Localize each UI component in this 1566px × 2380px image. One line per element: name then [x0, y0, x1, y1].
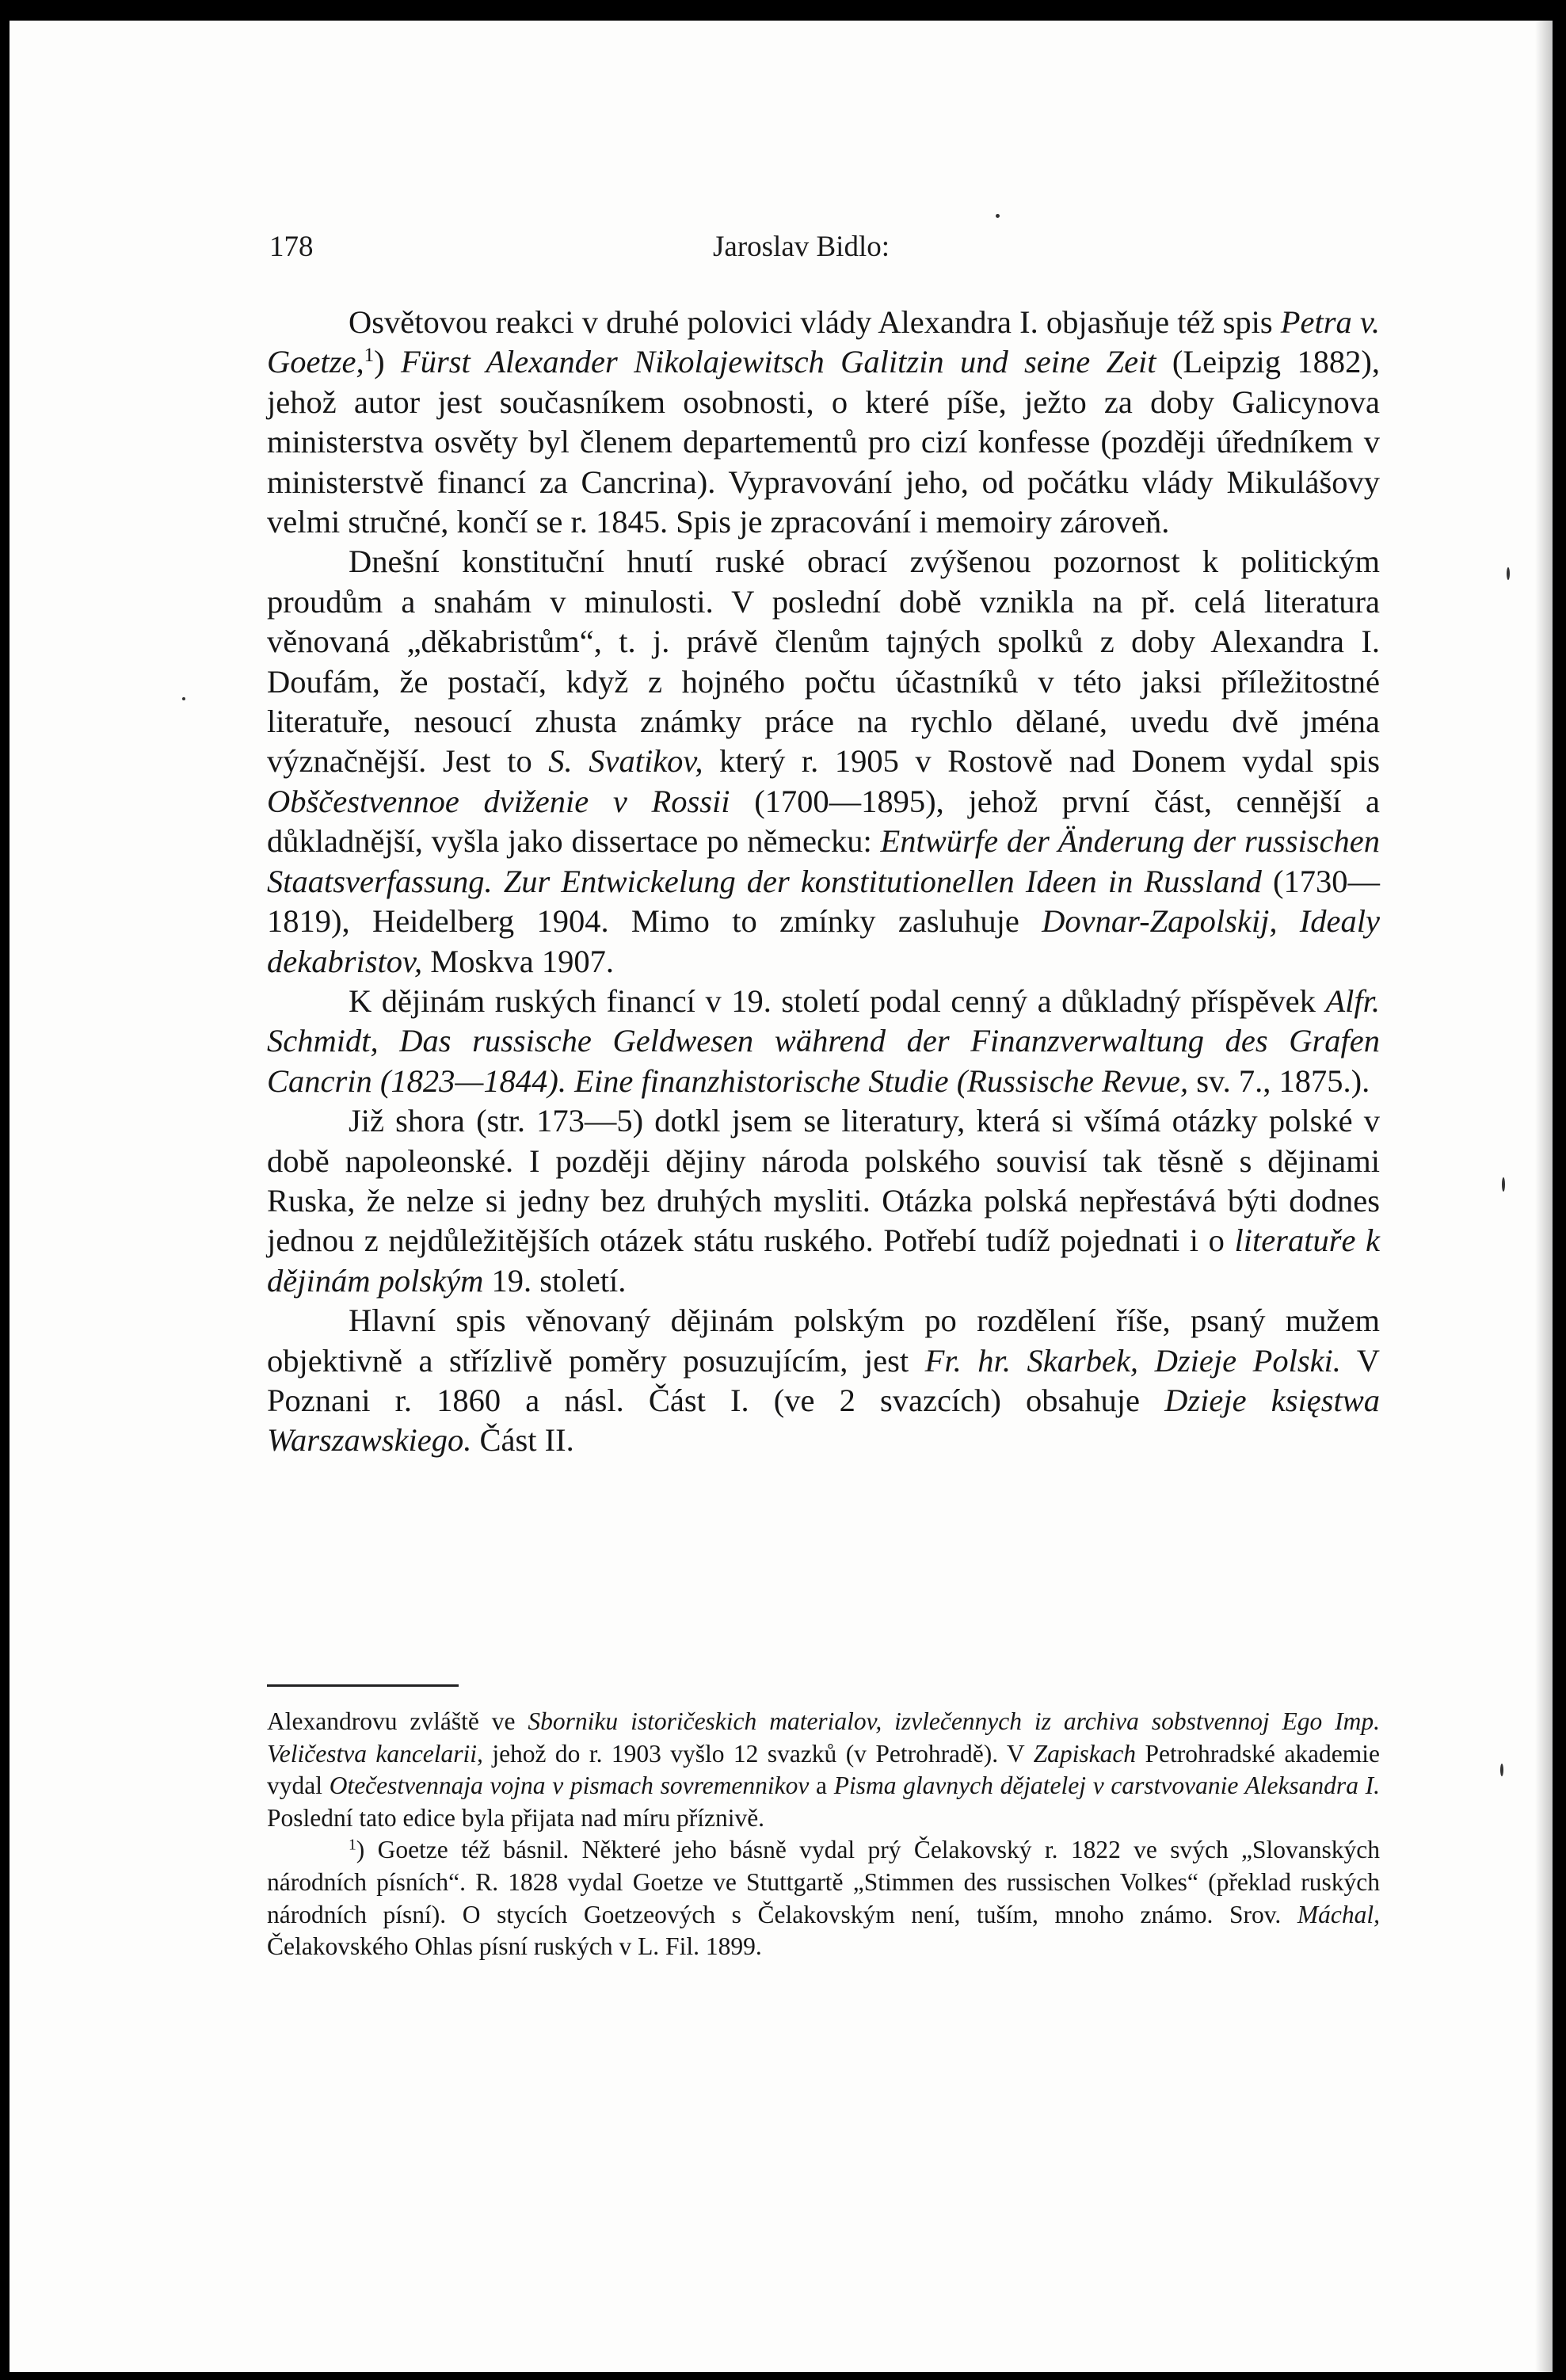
text-run: Alexandrovu zvláště ve [267, 1707, 528, 1735]
footnote-ref: 1 [364, 345, 375, 367]
text-run: K dějinám ruských financí v 19. století podal cenný a důkladný příspěvek [349, 982, 1326, 1019]
footnote-rule [267, 1684, 459, 1687]
running-head [269, 230, 1378, 277]
italic-run: Otečestvennaja vojna v pismach sovremennikov [329, 1772, 810, 1800]
italic-run: S. Svatikov, [548, 743, 703, 780]
text-run: jehož do r. 1903 vyšlo 12 svazků (v Petrohradě). V [482, 1739, 1034, 1768]
page-number: 178 [269, 231, 314, 263]
text-run: Moskva 1907. [422, 943, 614, 979]
italic-run: Máchal, [1297, 1900, 1380, 1928]
text-run: Poslední tato edice byla přijata nad míru příznivě. [267, 1803, 765, 1832]
text-run: a [809, 1772, 834, 1800]
text-run: Petrohradské akademie vydal [267, 1739, 1380, 1800]
text-run: ) [374, 344, 401, 380]
text-run: ) Goetze též básnil. Některé jeho básně vydal prý Čelakovský r. 1822 ve svých „Slovanských národních písních“. R. 1828 vydal Goetze ve Stuttgartě „Stimmen des russischen Volkes“ (překlad ruských národních písní). O stycích Goetzeových s Čelakovským není, tuším, mnoho známo. Srov. [267, 1836, 1380, 1928]
text-run: (Leipzig 1882), jehož autor jest současníkem osobnosti, o které píše, ježto za doby Galicynova ministerstva osvěty byl členem departementů pro cizí konfesse (později úředníkem v ministerstvě financí za Cancrina). Vypravování jeho, od počátku vlády Mikulášovy velmi stručné, končí se r. 1845. Spis je zpracování i memoiry zároveň. [267, 344, 1380, 540]
text-run: sv. 7., 1875.). [1188, 1062, 1370, 1099]
text-run: Hlavní spis věnovaný dějinám polským po rozdělení říše, psaný mužem objektivně a střízlivě poměry posuzujícím, jest [267, 1303, 1380, 1379]
text-run: Dnešní konstituční hnutí ruské obrací zvýšenou pozornost k politickým proudům a snahám v minulosti. V poslední době vznikla na př. celá literatura věnovaná „děkabristům“, t. j. právě členům tajných spolků z doby Alexandra I. Doufám, že postačí, když z hojného počtu účastníků v této jaksi příležitostné literatuře, nesoucí zhusta známky práce na rychlo dělané, uvedu dvě jména význačnější. Jest to [267, 544, 1380, 780]
paragraph-2 [267, 542, 1380, 981]
text-run: (1700—1895), jehož první část, cennější a důkladnější, vyšla jako dissertace po německu: [267, 783, 1380, 860]
paragraph-1 [267, 303, 1380, 542]
text-run: (1730—1819), Heidelberg 1904. Mimo to zmínky zasluhuje [267, 863, 1380, 940]
italic-run: Dzieje księstwa Warszawskiego. [267, 1382, 1380, 1459]
text-run: Osvětovou reakci v druhé polovici vlády Alexandra I. objasňuje též spis [349, 304, 1281, 340]
paragraph-3 [267, 982, 1380, 1101]
paragraph-5 [267, 1301, 1380, 1461]
text-run: V Poznani r. 1860 a násl. Část I. (ve 2 svazcích) obsahuje [267, 1342, 1380, 1418]
running-head-author: Jaroslav Bidlo: [713, 231, 890, 263]
text-run: který r. 1905 v Rostově nad Donem vydal spis [703, 743, 1380, 780]
italic-run: Alfr. Schmidt, Das russische Geldwesen während der Finanzverwaltung des Grafen Cancrin (1823—1844). Eine finanzhistorische Studie (Russische Revue, [267, 982, 1380, 1099]
footnote-continuation [267, 1706, 1380, 1834]
italic-run: Fr. hr. Skarbek, Dzieje Polski. [924, 1342, 1341, 1379]
page-edge-shadow [1535, 21, 1553, 2372]
text-run: 19. století. [483, 1262, 627, 1299]
italic-run: Sborniku istoričeskich materialov, izvlečennych iz archiva sobstvennoj Ego Imp. Veličestva kancelarii, [267, 1707, 1381, 1768]
footnotes [267, 1706, 1380, 1963]
paragraph-4 [267, 1101, 1380, 1301]
italic-run: Obščestvennoe dviženie v Rossii [267, 783, 730, 819]
text-run: Již shora (str. 173—5) dotkl jsem se literatury, která si všímá otázky polské v době napoleonské. I později dějiny národa polského souvisí tak těsně s dějinami Ruska, že nelze si jedny bez druhých mysliti. Otázka polská nepřestává býti dodnes jednou z nejdůležitějších otázek státu ruského. Potřebí tudíž pojednati i o [267, 1103, 1380, 1259]
italic-run: Entwürfe der Änderung der russischen Staatsverfassung. Zur Entwickelung der konstitutionellen Ideen in Russland [267, 823, 1380, 899]
footnote-marker: 1 [349, 1836, 356, 1854]
footnote-1 [267, 1834, 1380, 1962]
italic-run: Zapiskach [1033, 1739, 1137, 1768]
text-run: Čelakovského Ohlas písní ruských v L. Fil. 1899. [267, 1932, 762, 1961]
italic-run: literatuře k dějinám polským [267, 1222, 1380, 1299]
italic-run: Fürst Alexander Nikolajewitsch Galitzin und seine Zeit [400, 344, 1156, 380]
text-run: Část II. [471, 1422, 574, 1459]
italic-run: Pisma glavnych dějatelej v carstvovanie Aleksandra I. [833, 1772, 1381, 1800]
italic-run: Petra v. Goetze, [267, 304, 1380, 380]
main-text [267, 303, 1380, 1461]
italic-run: Dovnar-Zapolskij, Idealy dekabristov, [267, 903, 1380, 979]
